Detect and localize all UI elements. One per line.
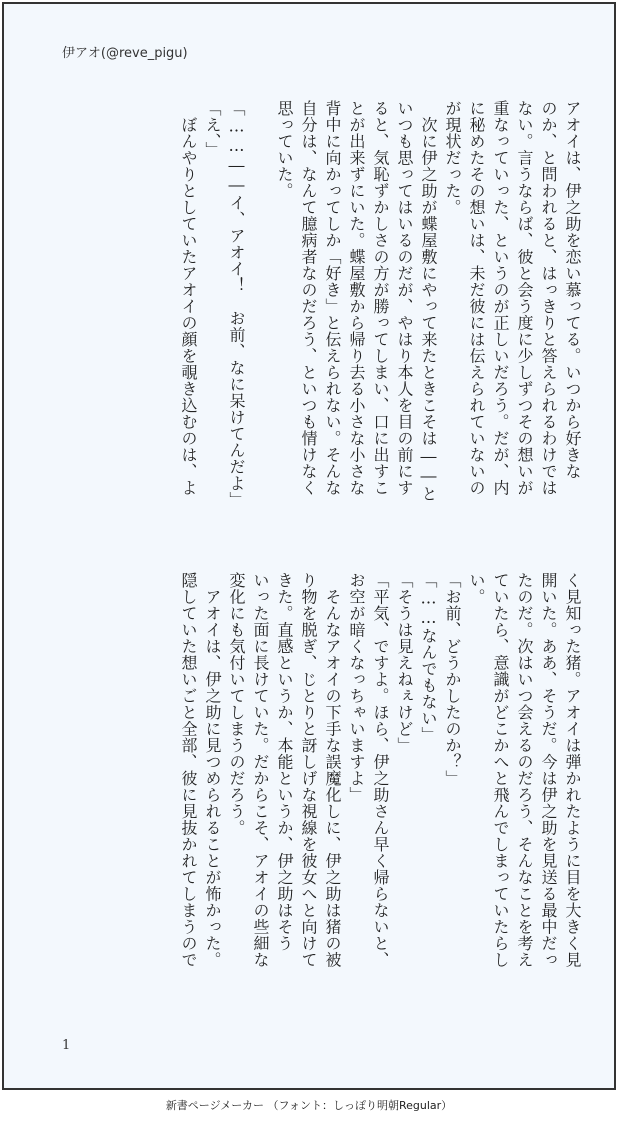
- text-line: 隠していた想いごと全部、彼に見抜かれてしまうので: [179, 572, 198, 968]
- text-line: きた。直感というか、本能というか、伊之助はそう: [275, 572, 294, 952]
- page-number: 1: [62, 1038, 71, 1053]
- text-line: ると、気恥ずかしさの方が勝ってしまい、口に出すこ: [371, 100, 390, 496]
- text-line: ない。言うならば、彼と会う度に少しずつその想いが: [515, 100, 534, 496]
- text-line: 重なっていった、というのが正しいだろう。だが、内: [491, 100, 510, 496]
- text-line: に秘めたその想いは、未だ彼には伝えられていないの: [467, 100, 486, 496]
- text-line: いった面に長けていた。だからこそ、アオイの些細な: [251, 572, 270, 968]
- text-line: 「平気、ですよ。ほら、伊之助さん早く帰らないと、: [371, 572, 390, 968]
- text-line: 自分は、なんて臆病者なのだろう、といつも情けなく: [299, 100, 318, 496]
- text-line: 背中に向かってしか「好き」と伝えられない。そんな: [323, 100, 342, 496]
- text-line: ぼんやりとしていたアオイの顔を覗き込むのは、よ: [179, 100, 198, 496]
- book-page: [2, 2, 616, 1090]
- text-line: が現状だった。: [443, 100, 462, 216]
- author-credit: 伊アオ(@reve_pigu): [62, 46, 188, 61]
- text-line: 次に伊之助が蝶屋敷にやって来たときこそは――と: [419, 100, 438, 502]
- text-line: とが出来ずにいた。蝶屋敷から帰り去る小さな小さな: [347, 100, 366, 496]
- text-line: く見知った猪。アオイは弾かれたように目を大きく見: [563, 572, 582, 968]
- text-line: ていたら、意識がどこかへと飛んでしまっていたらし: [491, 572, 510, 968]
- text-line: お空が暗くなっちゃいますよ」: [347, 572, 366, 803]
- text-line: 変化にも気付いてしまうのだろう。: [227, 572, 246, 836]
- text-line: 「そうは見えねぇけど」: [395, 572, 414, 754]
- text-line: い。: [467, 572, 486, 605]
- text-line: 開いた。ああ、そうだ。今は伊之助を見送る最中だっ: [539, 572, 558, 968]
- text-line: たのだ。次はいつ会えるのだろう、そんなことを考え: [515, 572, 534, 968]
- text-line: アオイは、伊之助を恋い慕ってる。いつから好きな: [563, 100, 582, 480]
- text-line: 「……――イ、アオイ！ お前、なに呆けてんだよ」: [227, 100, 246, 508]
- footer-credit: 新書ページメーカー （フォント：しっぽり明朝Regular）: [165, 1099, 453, 1112]
- text-line: 「……なんでもない」: [419, 572, 438, 743]
- text-line: 思っていた。: [275, 100, 294, 199]
- text-line: そんなアオイの下手な誤魔化しに、伊之助は猪の被: [323, 572, 342, 968]
- text-line: いつも思ってはいるのだが、やはり本人を目の前にす: [395, 100, 414, 496]
- text-line: アオイは、伊之助に見つめられることが怖かった。: [203, 572, 222, 968]
- text-line: 「お前、どうかしたのか？」: [443, 572, 462, 787]
- text-line: り物を脱ぎ、じとりと訝しげな視線を彼女へと向けて: [299, 572, 318, 968]
- text-line: 「え、」: [203, 100, 222, 158]
- text-line: のか、と問われると、はっきりと答えられるわけでは: [539, 100, 558, 496]
